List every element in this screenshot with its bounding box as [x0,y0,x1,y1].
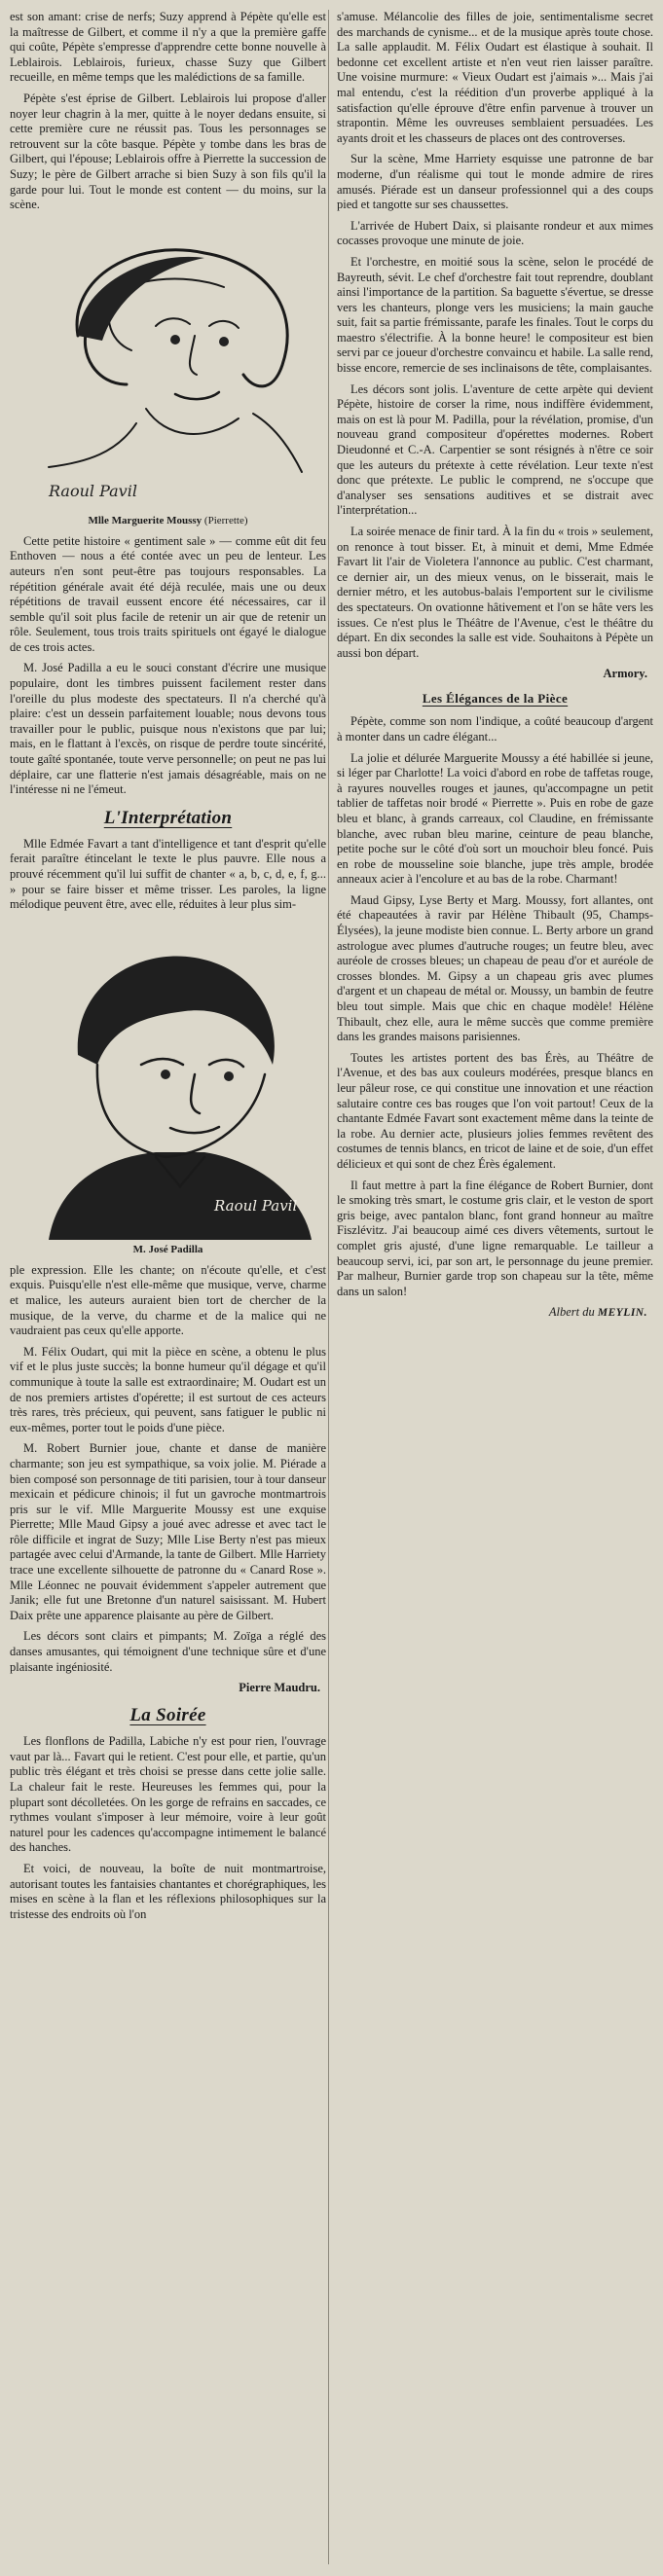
author-signature [337,1305,647,1320]
paragraph: Mlle Edmée Favart a tant d'intelligence et tant d'esprit qu'elle ferait paraître étincelant le texte le plus pauvre. Elle nous a prouvé récemment qu'il lui suffit de chanter « a, b, c, d, e, f, g... » pour se faire bisser et même trisser. Les paroles, la ligne mélodique peuvent être, avec elle, réduites à leur plus sim- [10,836,326,912]
portrait-marguerite-moussy [10,219,326,526]
paragraph: Et l'orchestre, en moitié sous la scène, selon le procédé de Bayreuth, sévit. Le chef d'orchestre fait tout reprendre, doublant ainsi l'importance de la partition. Sa baguette s'évertue, se dresse vers les chanteurs, plonge vers les musiciens; la main gauche suit, fait sa partie frémissante, parafe les finales. Tout le corps du maestro s'électrifie. À la bonne heure! le compositeur est bien servi par ce joueur d'orchestre convaincu et habile. La salle rend, bisse encore, remercie de ses inclinaisons de tête, complaisantes. [337,254,653,376]
paragraph: La jolie et délurée Marguerite Moussy a été habillée si jeune, si léger par Charlotte! La voici d'abord en robe de taffetas rouge, à rayures nouvelles rouges et jaunes, qu'accompagne un petit tablier de taffetas noir brodé « Pierrette ». Puis en robe de gaze bleu et blanc, à grands carreaux, col Claudine, en frémissante blanche, avec ruban bleu marine, ceinture de peau blanche, petite poche sur le côté d'où sort un mouchoir bleu foncé. Puis en robe de mousseline soie blanche, jupe très ample, brodée anneaux acier à l'encolure et au bas de la robe. Charmant! [337,750,653,887]
portrait-caption: M. José Padilla [132,1243,203,1255]
paragraph: La soirée menace de finir tard. À la fin du « trois » seulement, on renonce à tout bisser. Et, à minuit et demi, Mme Edmée Favart lit l'air de Violetera l'annonce au public. C'est charmant, ce dernier air, un des mieux venus, on le bisserait, mais le dernier métro, et les autobus-balais l'emportent sur le civilisme des spectateurs. On ovationne hâtivement et l'on se hâte vers les issues. Ce n'est plus le Théâtre de l'Avenue, c'est le théâtre du départ. En dix secondes la salle est vide. Souhaitons à Pépète un aussi bon départ. [337,525,653,660]
portrait-caption [10,515,326,526]
paragraph: est son amant: crise de nerfs; Suzy apprend à Pépète qu'elle est la maîtresse de Gilbert, et comme il n'y a que la première gaffe qui coûte, Pépète s'empresse d'apprendre cette bonne nouvelle à Leblairois. Leblairois, furieux, chasse Suzy que Gilbert recueille, en même temps que les malédictions de sa famille. [10,10,326,85]
portrait-jose-padilla [10,919,326,1255]
paragraph: M. Robert Burnier joue, chante et danse de manière charmante; son jeu est sympathique, sa voix jolie. M. Piérade a bien composé son personnage de titi parisien, tour à tour danseur mexicain et pédicure chinois; il fut un gavroche montmartrois pris sur le vif. Mlle Marguerite Moussy est une exquise Pierrette; Mlle Maud Gipsy a joué avec adresse et avec tact le rôle difficile et ingrat de Suzy; Mlle Lise Berty n'est pas mieux partagée avec celui d'Armande, la tante de Gilbert. Mlle Harriety trace une excellente silhouette de patronne du « Canard Rose ». Mlle Léonnec ne pouvait évidemment s'appeler autrement que Janik; elle fut une Bretonne d'un naturel saisissant. M. Hubert Daix prête une apparence plaisante au père de Gilbert. [10,1441,326,1622]
paragraph: L'arrivée de Hubert Daix, si plaisante rondeur et aux mimes cocasses provoque une minute de joie. [337,218,653,248]
paragraph: Il faut mettre à part la fine élégance de Robert Burnier, dont le smoking très smart, le costume gris clair, et le veston de sport gris beige, avec pantalon blanc, font grand honneur au maître Fiszlévitz. J'ai beaucoup aimé ces divers vêtements, surtout le complet gris ajusté, d'une ligne remarquable. Le tailleur a beaucoup servi, ici, par son art, le personnage du jeune premier. Par malheur, Burnier garde trop son chapeau sur la tête, même dans un salon! [337,1178,653,1298]
paragraph: ple expression. Elle les chante; on n'écoute qu'elle, et c'est exquis. Puisqu'elle n'est elle-même que musique, verve, charme et malice, les auteurs auraient bien tort de chercher de la musique, de la verve, du charme et de la malice qui ne vaudraient pas ceux qu'elle apporte. [10,1262,326,1338]
signature-name: Albert du [548,1305,595,1320]
paragraph: Maud Gipsy, Lyse Berty et Marg. Moussy, fort allantes, ont été chapeautées à ravir par Hélène Thibault (95, Champs-Élysées), la jeune modiste bien connue. L. Berty arbore un grand astrologue avec plumes d'autruche rouges; un feutre bleu, avec auréole de crosses bleues; un chapeau de peau d'or et auréole de crosses blondes. M. Gipsy a un chapeau gris avec plumes d'argent et un chapeau de métal or. Moussy, un bambin de feutre bleu tout simple. Mais que chic en chaque modèle! Hélène Thibault, chez elle, aura le même succès que comme première dans les grandes maisons parisiennes. [337,892,653,1044]
paragraph: Toutes les artistes portent des bas Érès, au Théâtre de l'Avenue, et des bas aux couleurs modérées, presque blancs en leur pâleur rose, ce qui constitue une innovation et une réaction salutaire contre ces bas rouges que l'on voit partout! Ceux de la chantante Edmée Favart sont exactement même dans la teinte de la robe. Au dernier acte, plusieurs jolies femmes revêtent des costumes de tennis blancs, en tricot de laine et de soie, d'un effet délicieux et qui sont de chez Érès également. [337,1050,653,1171]
right-column [337,10,653,1329]
caption-role: (Pierrette) [203,514,248,526]
signature-surname: MEYLIN. [597,1307,647,1320]
section-heading-interpretation: L'Interprétation [103,807,233,828]
artist-signature: Raoul Pavil [214,1196,298,1215]
paragraph: Les décors sont clairs et pimpants; M. Zoïga a réglé des danses amusantes, qui témoignent d'une technique sûre et d'une plaisante ingéniosité. [10,1629,326,1674]
paragraph: Pépète s'est éprise de Gilbert. Leblairois lui propose d'aller noyer leur chagrin à la mer, quitte à le noyer dedans ensuite, si cette première cure ne réussit pas. Tous les personnages se retrouvent sur la côte basque. Pépète y tombe dans les bras de Gilbert, qui l'épouse; Leblairois offre à Pierrette la succession de Suzy; le père de Gilbert arrache si bien Suzy à son fils qu'il la garde pour lui. Tout le monde est content — du moins, sur la scène. [10,91,326,212]
portrait-sketch-moussy [10,219,326,511]
paragraph: M. José Padilla a eu le souci constant d'écrire une musique populaire, dont les timbres puissent facilement rester dans l'oreille du plus modeste des spectateurs. Il n'a cherché qu'à plaire: c'est un dessein parfaitement louable; nous devons tous travailler pour le public, puisque nous n'existons que par lui; mais, en le flattant à l'excès, on risque de perdre toute sincérité, toute gaîté spontanée, toute verve personnelle; on peut ne pas lui déplaire, car une flatterie n'est jamais désagréable, mais on ne l'intéresse ni ne l'émeut. [10,661,326,797]
section-heading-elegances: Les Élégances de la Pièce [422,691,569,707]
paragraph: Sur la scène, Mme Harriety esquisse une patronne de bar moderne, d'un réalisme qui tout le monde admire de rires amusés. Piérade est un danseur professionnel qui a des coups pied et tangotte sur ses chaussettes. [337,152,653,212]
paragraph: Et voici, de nouveau, la boîte de nuit montmartroise, autorisant toutes les fantaisies chantantes et chorégraphiques, les mises en scène à la flan et les réflexions philosophiques sur la tristesse des endroits où l'on [10,1861,326,1921]
author-signature: Armory. [603,667,647,681]
paragraph: s'amuse. Mélancolie des filles de joie, sentimentalisme secret des marchands de cynisme... et de la musique après toute chose. La salle applaudit. M. Félix Oudart est élastique à souhait. Il bedonne cet excellent artiste et n'en veut rien laisser paraître. Une voisine murmure: « Vieux Oudart est j'aimais »... Mais j'ai mal entendu, c'est la réédition d'un proverbe appliqué à la satisfaction qu'elle éprouve d'être enfin parvenue à trouver un strapontin. Même les ouvreuses semblaient persuadées. Les ayants droit et les chasseurs de places ont des controverses. [337,10,653,145]
section-heading-soiree: La Soirée [129,1705,206,1726]
paragraph: Cette petite histoire « gentiment sale » — comme eût dit feu Enthoven — nous a été contée avec un peu de lenteur. Les auteurs n'en sont peut-être pas toujours responsables. La répétition générale avait été déjà reculée, mais une ou deux répétitions de travail eussent encore été nécessaires, car il semble qu'il soit plus facile de retenir un air que de retenir un rôle. Seulement, tous trois traits spirituels ont égayé le dialogue de ces trois actes. [10,533,326,654]
portrait-sketch-padilla [10,919,326,1240]
paragraph: Pépète, comme son nom l'indique, a coûté beaucoup d'argent à monter dans un cadre élégant... [337,714,653,744]
caption-name: Mlle Marguerite Moussy [88,514,203,526]
author-signature: Pierre Maudru. [239,1681,320,1695]
paragraph: Les flonflons de Padilla, Labiche n'y est pour rien, l'ouvrage vaut par là... Favart qui le retient. C'est pour elle, et partie, qu'un public très élégant et très choisi se presse dans cette jolie salle. La chaleur fait le reste. Heureuses les femmes qui, pour la plupart sont décolletées. On les gorge de refrains en saccades, ce rythmes voulant s'imposer à leur mémoire, voire à leur goût naturel pour les cadences qu'accompagne intimement le balancé des hanches. [10,1734,326,1855]
column-divider [328,10,329,2564]
left-column [10,10,326,1928]
paragraph: M. Félix Oudart, qui mit la pièce en scène, a obtenu le plus vif et le plus juste succès; la bonne humeur qu'il dégage et qu'il communique à toute la salle est extraordinaire; M. Oudart est un de nos premiers artistes d'opérette; il est surtout de ces acteurs très rares, très précieux, qui peuvent, sans fatiguer le public ni eux-mêmes, porter tout le poids d'une pièce. [10,1344,326,1434]
paragraph: Les décors sont jolis. L'aventure de cette arpète qui devient Pépète, histoire de corser la rime, nous indiffère évidemment, mais on est là pour M. Padilla, pour la révélation, promise, d'un nouveau grand compositeur d'opérettes modernes. Robert Dieudonné et C.-A. Carpentier se sont résignés à n'être ce soir que les auteurs du prétexte à cette révélation. Leur texte n'est donc que prétexte. Le public le comprend, ne s'occupe que d'analyser ses sensations auditives et se distrait avec l'interprétation... [337,381,653,518]
artist-signature: Raoul Pavil [49,481,137,500]
